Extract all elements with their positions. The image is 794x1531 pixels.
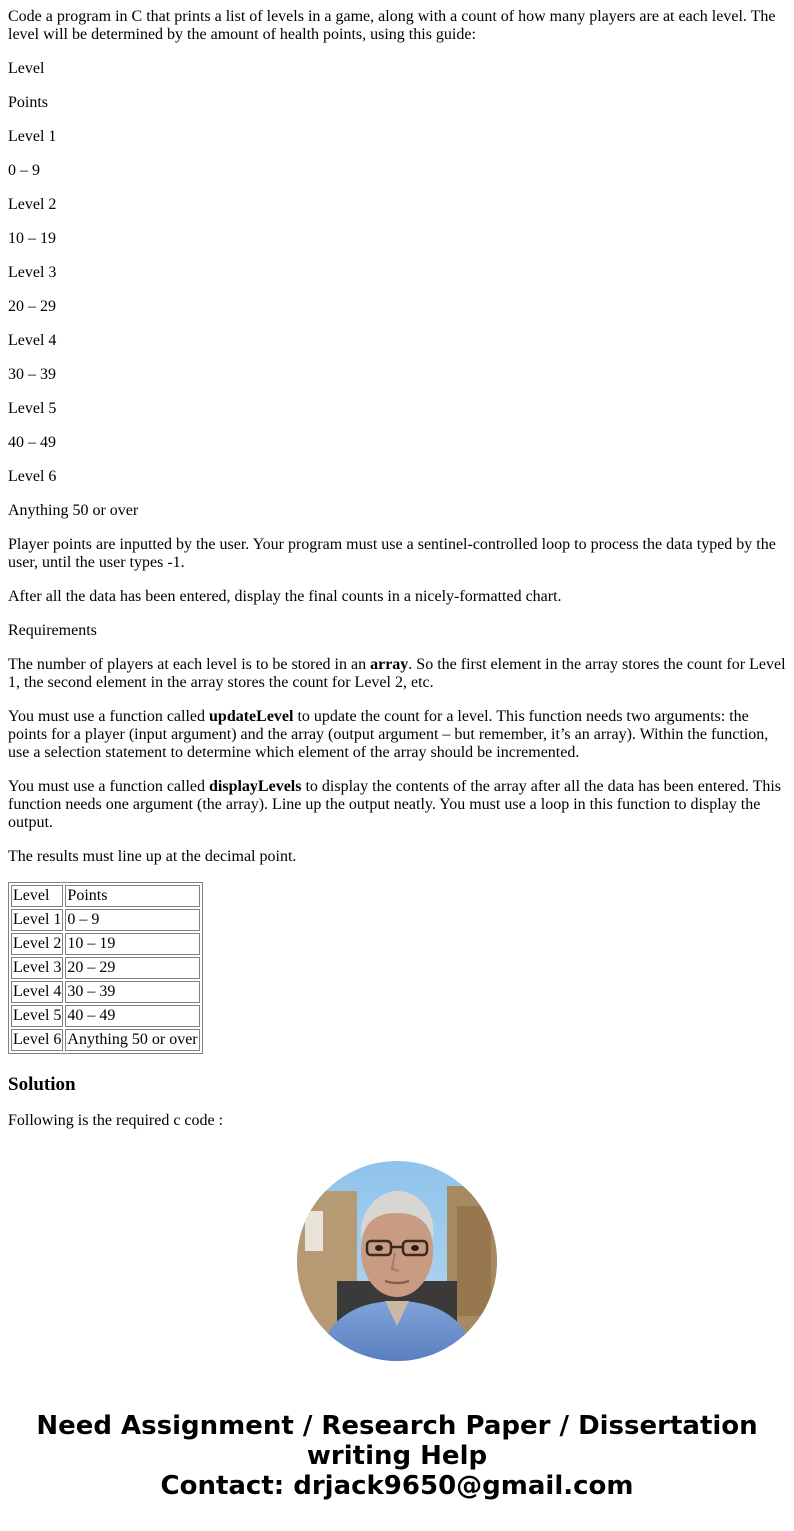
guide-line: 20 – 29 xyxy=(8,298,56,315)
requirement-array: The number of players at each level is to be stored in an array. So the first element in the array stores the count for Level 1, the second element in the array stores the count for Level 2, etc. xyxy=(8,656,786,691)
guide-line: Points xyxy=(8,94,49,111)
requirement-decimal-alignment: The results must line up at the decimal point. xyxy=(8,848,297,865)
guide-line: Level 4 xyxy=(8,332,57,349)
requirement-update-level: You must use a function called updateLevel to update the count for a level. This function needs two arguments: the points for a player (input argument) and the array (output argument – but remember, it’s an array). Within the function, use a selection statement to determine which element of the array should be incremented. xyxy=(8,708,769,761)
table-cell: 20 – 29 xyxy=(65,957,199,979)
solution-text: Following is the required c code : xyxy=(8,1112,224,1129)
guide-line: Anything 50 or over xyxy=(8,502,139,519)
guide-line: 0 – 9 xyxy=(8,162,40,179)
guide-line: Level 2 xyxy=(8,196,57,213)
table-cell: Level 3 xyxy=(11,957,63,979)
table-cell: 10 – 19 xyxy=(65,933,199,955)
guide-line: 30 – 39 xyxy=(8,366,56,383)
guide-line: Level 3 xyxy=(8,264,57,281)
guide-line: Level 1 xyxy=(8,128,57,145)
table-header-row xyxy=(11,885,200,907)
guide-line: Level 6 xyxy=(8,468,57,485)
table-row xyxy=(11,1005,200,1027)
table-row xyxy=(11,1029,200,1051)
table-cell: Level 4 xyxy=(11,981,63,1003)
keyword-display-levels: displayLevels xyxy=(209,778,302,795)
table-cell: Level 1 xyxy=(11,909,63,931)
table-row xyxy=(11,933,200,955)
table-header-cell: Level xyxy=(11,885,63,907)
guide-line: Level 5 xyxy=(8,400,57,417)
promo-line: writing Help xyxy=(306,1441,488,1471)
levels-table xyxy=(8,882,203,1054)
requirement-display-levels: You must use a function called displayLevels to display the contents of the array after all the data has been entered. This function needs one argument (the array). Line up the output neatly. You must use a loop in this function to display the output. xyxy=(8,778,782,831)
display-paragraph: After all the data has been entered, display the final counts in a nicely-formatted chart. xyxy=(8,588,562,605)
promo-contact: Contact: drjack9650@gmail.com xyxy=(160,1471,634,1501)
guide-line: 10 – 19 xyxy=(8,230,56,247)
table-cell: Anything 50 or over xyxy=(65,1029,199,1051)
table-header-cell: Points xyxy=(65,885,199,907)
table-cell: 40 – 49 xyxy=(65,1005,199,1027)
table-row xyxy=(11,981,200,1003)
author-avatar xyxy=(297,1161,497,1361)
table-cell: 30 – 39 xyxy=(65,981,199,1003)
table-cell: Level 6 xyxy=(11,1029,63,1051)
keyword-update-level: updateLevel xyxy=(209,708,294,725)
keyword-array: array xyxy=(370,656,409,673)
guide-line: Level xyxy=(8,60,45,77)
guide-line: 40 – 49 xyxy=(8,434,56,451)
question-intro: Code a program in C that prints a list of levels in a game, along with a count of how many players are at each level. The level will be determined by the amount of health points, using this guide: xyxy=(8,8,776,43)
table-cell: Level 5 xyxy=(11,1005,63,1027)
promo-line: Need Assignment / Research Paper / Dissertation xyxy=(36,1411,758,1441)
table-cell: 0 – 9 xyxy=(65,909,199,931)
document-body xyxy=(0,8,794,1130)
input-paragraph: Player points are inputted by the user. Your program must use a sentinel-controlled loop to process the data typed by the user, until the user types -1. xyxy=(8,536,776,571)
table-row xyxy=(11,957,200,979)
table-cell: Level 2 xyxy=(11,933,63,955)
requirements-heading: Requirements xyxy=(8,622,97,639)
author-photo-icon xyxy=(297,1161,497,1361)
solution-heading: Solution xyxy=(8,1074,76,1095)
promo-banner xyxy=(0,1411,794,1501)
table-row xyxy=(11,909,200,931)
